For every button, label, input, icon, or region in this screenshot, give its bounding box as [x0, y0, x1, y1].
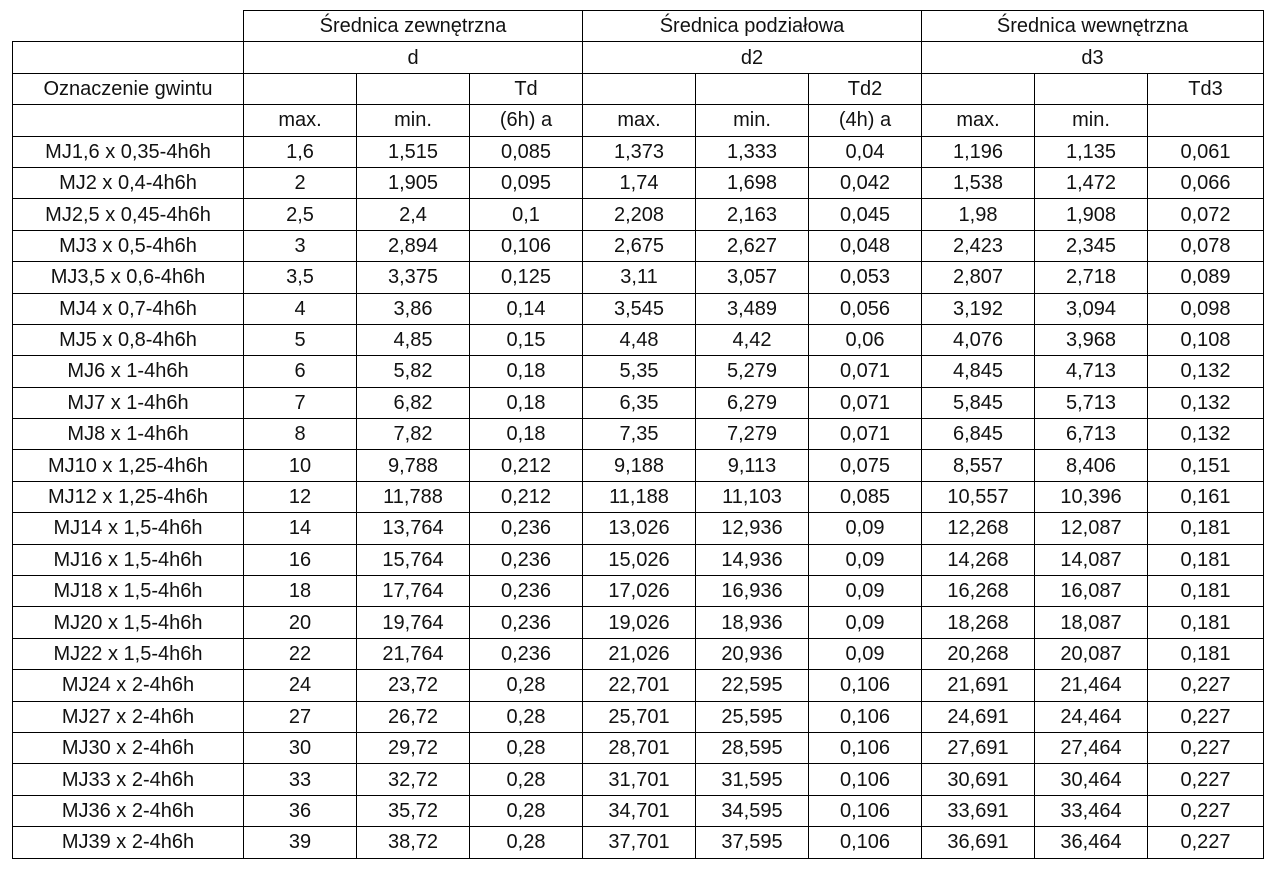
- td-cell: 0,28: [470, 670, 583, 701]
- thread-designation-cell: MJ6 x 1-4h6h: [13, 356, 244, 387]
- d2-min-cell: 34,595: [696, 795, 809, 826]
- table-row: [13, 387, 1264, 418]
- d-min-cell: 9,788: [357, 450, 470, 481]
- d-min-cell: 1,515: [357, 136, 470, 167]
- d-max-cell: 2,5: [244, 199, 357, 230]
- d-max-cell: 14: [244, 513, 357, 544]
- empty-header-cell: [1148, 105, 1264, 136]
- td-cell: 0,085: [470, 136, 583, 167]
- d-max-cell: 27: [244, 701, 357, 732]
- thread-designation-cell: MJ8 x 1-4h6h: [13, 419, 244, 450]
- d-min-cell: 4,85: [357, 324, 470, 355]
- d3-min-cell: 3,968: [1035, 324, 1148, 355]
- td2-cell: 0,09: [809, 513, 922, 544]
- td3-cell: 0,227: [1148, 795, 1264, 826]
- header-row-symbols: [13, 42, 1264, 73]
- d3-min-cell: 1,135: [1035, 136, 1148, 167]
- d3-max-cell: 6,845: [922, 419, 1035, 450]
- empty-header-cell: [244, 73, 357, 104]
- d2-min-cell: 20,936: [696, 638, 809, 669]
- d3-max-cell: 12,268: [922, 513, 1035, 544]
- d2-min-cell: 12,936: [696, 513, 809, 544]
- table-row: [13, 324, 1264, 355]
- thread-designation-cell: MJ7 x 1-4h6h: [13, 387, 244, 418]
- min-header: min.: [357, 105, 470, 136]
- d3-max-cell: 4,845: [922, 356, 1035, 387]
- d-min-cell: 11,788: [357, 481, 470, 512]
- d2-min-cell: 14,936: [696, 544, 809, 575]
- group-symbol-pitch: d2: [583, 42, 922, 73]
- d2-max-cell: 7,35: [583, 419, 696, 450]
- d-min-cell: 7,82: [357, 419, 470, 450]
- d3-max-cell: 1,196: [922, 136, 1035, 167]
- thread-designation-cell: MJ10 x 1,25-4h6h: [13, 450, 244, 481]
- d2-min-cell: 37,595: [696, 827, 809, 858]
- table-row: [13, 638, 1264, 669]
- group-title-pitch: Średnica podziałowa: [583, 11, 922, 42]
- d3-max-cell: 30,691: [922, 764, 1035, 795]
- td3-cell: 0,227: [1148, 827, 1264, 858]
- d-min-cell: 23,72: [357, 670, 470, 701]
- d2-max-cell: 1,373: [583, 136, 696, 167]
- thread-dimensions-table: [12, 10, 1264, 859]
- td2-cell: 0,09: [809, 607, 922, 638]
- td-cell: 0,28: [470, 795, 583, 826]
- td3-cell: 0,227: [1148, 764, 1264, 795]
- d2-min-cell: 18,936: [696, 607, 809, 638]
- table-row: [13, 136, 1264, 167]
- td-cell: 0,236: [470, 638, 583, 669]
- d3-max-cell: 1,538: [922, 167, 1035, 198]
- td3-cell: 0,181: [1148, 544, 1264, 575]
- d-max-cell: 24: [244, 670, 357, 701]
- d-min-cell: 38,72: [357, 827, 470, 858]
- d-max-cell: 5: [244, 324, 357, 355]
- d-max-cell: 39: [244, 827, 357, 858]
- d3-max-cell: 33,691: [922, 795, 1035, 826]
- td3-cell: 0,132: [1148, 419, 1264, 450]
- d-max-cell: 2: [244, 167, 357, 198]
- td-cell: 0,095: [470, 167, 583, 198]
- table-body: [13, 136, 1264, 858]
- empty-header-cell: [696, 73, 809, 104]
- d2-max-cell: 11,188: [583, 481, 696, 512]
- d-max-cell: 16: [244, 544, 357, 575]
- table-row: [13, 607, 1264, 638]
- td3-cell: 0,227: [1148, 701, 1264, 732]
- td2-cell: 0,056: [809, 293, 922, 324]
- d3-min-cell: 2,345: [1035, 230, 1148, 261]
- header-row-groups: [13, 11, 1264, 42]
- d-max-cell: 6: [244, 356, 357, 387]
- d2-max-cell: 34,701: [583, 795, 696, 826]
- d-max-cell: 10: [244, 450, 357, 481]
- empty-header-cell: [583, 73, 696, 104]
- td-cell: 0,236: [470, 544, 583, 575]
- d2-max-cell: 13,026: [583, 513, 696, 544]
- td2-cell: 0,048: [809, 230, 922, 261]
- td2-cell: 0,106: [809, 827, 922, 858]
- td3-cell: 0,061: [1148, 136, 1264, 167]
- thread-designation-cell: MJ39 x 2-4h6h: [13, 827, 244, 858]
- thread-designation-cell: MJ3 x 0,5-4h6h: [13, 230, 244, 261]
- d-min-cell: 19,764: [357, 607, 470, 638]
- thread-designation-cell: MJ1,6 x 0,35-4h6h: [13, 136, 244, 167]
- d-min-cell: 21,764: [357, 638, 470, 669]
- d-max-cell: 30: [244, 732, 357, 763]
- td3-cell: 0,089: [1148, 262, 1264, 293]
- td2-cell: 0,106: [809, 764, 922, 795]
- td2-header: Td2: [809, 73, 922, 104]
- td-cell: 0,18: [470, 419, 583, 450]
- td2-cell: 0,042: [809, 167, 922, 198]
- d3-min-cell: 12,087: [1035, 513, 1148, 544]
- td2-cell: 0,106: [809, 670, 922, 701]
- thread-designation-cell: MJ18 x 1,5-4h6h: [13, 576, 244, 607]
- td-cell: 0,212: [470, 450, 583, 481]
- td3-cell: 0,181: [1148, 513, 1264, 544]
- d3-min-cell: 30,464: [1035, 764, 1148, 795]
- table-row: [13, 293, 1264, 324]
- d2-max-cell: 17,026: [583, 576, 696, 607]
- td3-cell: 0,098: [1148, 293, 1264, 324]
- td2-cell: 0,071: [809, 356, 922, 387]
- td-class-header: (6h) a: [470, 105, 583, 136]
- td-header: Td: [470, 73, 583, 104]
- d2-max-cell: 3,11: [583, 262, 696, 293]
- td3-cell: 0,072: [1148, 199, 1264, 230]
- td2-cell: 0,06: [809, 324, 922, 355]
- group-title-inner: Średnica wewnętrzna: [922, 11, 1264, 42]
- designation-header: Oznaczenie gwintu: [13, 73, 244, 104]
- d3-min-cell: 8,406: [1035, 450, 1148, 481]
- d2-min-cell: 1,333: [696, 136, 809, 167]
- td-cell: 0,236: [470, 607, 583, 638]
- d3-min-cell: 24,464: [1035, 701, 1148, 732]
- d3-min-cell: 3,094: [1035, 293, 1148, 324]
- d3-min-cell: 33,464: [1035, 795, 1148, 826]
- table-row: [13, 419, 1264, 450]
- table-row: [13, 764, 1264, 795]
- table-row: [13, 167, 1264, 198]
- d2-max-cell: 1,74: [583, 167, 696, 198]
- td2-cell: 0,071: [809, 419, 922, 450]
- empty-header-cell: [357, 73, 470, 104]
- d3-min-cell: 5,713: [1035, 387, 1148, 418]
- thread-designation-cell: MJ12 x 1,25-4h6h: [13, 481, 244, 512]
- td2-cell: 0,045: [809, 199, 922, 230]
- table-row: [13, 670, 1264, 701]
- d2-min-cell: 31,595: [696, 764, 809, 795]
- td-cell: 0,28: [470, 732, 583, 763]
- group-symbol-inner: d3: [922, 42, 1264, 73]
- d2-max-cell: 15,026: [583, 544, 696, 575]
- d3-max-cell: 1,98: [922, 199, 1035, 230]
- min-header: min.: [1035, 105, 1148, 136]
- d2-min-cell: 5,279: [696, 356, 809, 387]
- table-row: [13, 795, 1264, 826]
- thread-designation-cell: MJ2,5 x 0,45-4h6h: [13, 199, 244, 230]
- d-max-cell: 36: [244, 795, 357, 826]
- d2-min-cell: 2,627: [696, 230, 809, 261]
- td3-cell: 0,132: [1148, 387, 1264, 418]
- d-max-cell: 1,6: [244, 136, 357, 167]
- d3-max-cell: 4,076: [922, 324, 1035, 355]
- d3-max-cell: 3,192: [922, 293, 1035, 324]
- d3-max-cell: 2,807: [922, 262, 1035, 293]
- d3-min-cell: 27,464: [1035, 732, 1148, 763]
- table-row: [13, 230, 1264, 261]
- td2-class-header: (4h) a: [809, 105, 922, 136]
- d3-min-cell: 14,087: [1035, 544, 1148, 575]
- d2-min-cell: 28,595: [696, 732, 809, 763]
- d2-min-cell: 1,698: [696, 167, 809, 198]
- d3-min-cell: 2,718: [1035, 262, 1148, 293]
- d3-min-cell: 16,087: [1035, 576, 1148, 607]
- d2-min-cell: 4,42: [696, 324, 809, 355]
- td2-cell: 0,053: [809, 262, 922, 293]
- d3-min-cell: 1,472: [1035, 167, 1148, 198]
- empty-header-cell: [13, 105, 244, 136]
- d-max-cell: 3: [244, 230, 357, 261]
- td-cell: 0,28: [470, 827, 583, 858]
- d2-max-cell: 6,35: [583, 387, 696, 418]
- d-min-cell: 17,764: [357, 576, 470, 607]
- td-cell: 0,15: [470, 324, 583, 355]
- td3-cell: 0,181: [1148, 607, 1264, 638]
- td-cell: 0,106: [470, 230, 583, 261]
- header-row-tolerance: [13, 73, 1264, 104]
- d2-min-cell: 11,103: [696, 481, 809, 512]
- td-cell: 0,28: [470, 764, 583, 795]
- table-row: [13, 544, 1264, 575]
- d-min-cell: 15,764: [357, 544, 470, 575]
- td3-header: Td3: [1148, 73, 1264, 104]
- d3-max-cell: 5,845: [922, 387, 1035, 418]
- max-header: max.: [244, 105, 357, 136]
- d-min-cell: 32,72: [357, 764, 470, 795]
- d3-max-cell: 14,268: [922, 544, 1035, 575]
- d2-max-cell: 22,701: [583, 670, 696, 701]
- d3-max-cell: 2,423: [922, 230, 1035, 261]
- td3-cell: 0,227: [1148, 670, 1264, 701]
- d3-max-cell: 10,557: [922, 481, 1035, 512]
- d2-max-cell: 31,701: [583, 764, 696, 795]
- d2-min-cell: 2,163: [696, 199, 809, 230]
- d2-max-cell: 2,208: [583, 199, 696, 230]
- d-min-cell: 5,82: [357, 356, 470, 387]
- td-cell: 0,18: [470, 387, 583, 418]
- thread-designation-cell: MJ5 x 0,8-4h6h: [13, 324, 244, 355]
- d2-max-cell: 4,48: [583, 324, 696, 355]
- group-title-outer: Średnica zewnętrzna: [244, 11, 583, 42]
- d2-max-cell: 28,701: [583, 732, 696, 763]
- thread-designation-cell: MJ30 x 2-4h6h: [13, 732, 244, 763]
- d2-min-cell: 7,279: [696, 419, 809, 450]
- d-max-cell: 4: [244, 293, 357, 324]
- d-min-cell: 3,86: [357, 293, 470, 324]
- d3-max-cell: 16,268: [922, 576, 1035, 607]
- d-max-cell: 20: [244, 607, 357, 638]
- table-row: [13, 827, 1264, 858]
- d2-max-cell: 19,026: [583, 607, 696, 638]
- td-cell: 0,28: [470, 701, 583, 732]
- corner-cell: [13, 42, 244, 73]
- d2-max-cell: 5,35: [583, 356, 696, 387]
- td2-cell: 0,09: [809, 544, 922, 575]
- d2-max-cell: 3,545: [583, 293, 696, 324]
- thread-designation-cell: MJ33 x 2-4h6h: [13, 764, 244, 795]
- d2-max-cell: 25,701: [583, 701, 696, 732]
- table-row: [13, 262, 1264, 293]
- thread-designation-cell: MJ2 x 0,4-4h6h: [13, 167, 244, 198]
- td3-cell: 0,181: [1148, 576, 1264, 607]
- td2-cell: 0,04: [809, 136, 922, 167]
- table-row: [13, 701, 1264, 732]
- corner-cell: [13, 11, 244, 42]
- thread-designation-cell: MJ36 x 2-4h6h: [13, 795, 244, 826]
- td3-cell: 0,132: [1148, 356, 1264, 387]
- d-max-cell: 33: [244, 764, 357, 795]
- d3-min-cell: 18,087: [1035, 607, 1148, 638]
- td3-cell: 0,078: [1148, 230, 1264, 261]
- thread-designation-cell: MJ3,5 x 0,6-4h6h: [13, 262, 244, 293]
- d3-min-cell: 36,464: [1035, 827, 1148, 858]
- td2-cell: 0,106: [809, 701, 922, 732]
- d3-max-cell: 24,691: [922, 701, 1035, 732]
- d2-max-cell: 2,675: [583, 230, 696, 261]
- thread-designation-cell: MJ22 x 1,5-4h6h: [13, 638, 244, 669]
- thread-designation-cell: MJ16 x 1,5-4h6h: [13, 544, 244, 575]
- max-header: max.: [922, 105, 1035, 136]
- d3-min-cell: 4,713: [1035, 356, 1148, 387]
- max-header: max.: [583, 105, 696, 136]
- td-cell: 0,18: [470, 356, 583, 387]
- td-cell: 0,14: [470, 293, 583, 324]
- td2-cell: 0,09: [809, 638, 922, 669]
- table-row: [13, 513, 1264, 544]
- d-max-cell: 12: [244, 481, 357, 512]
- d2-max-cell: 37,701: [583, 827, 696, 858]
- d-max-cell: 8: [244, 419, 357, 450]
- d3-min-cell: 1,908: [1035, 199, 1148, 230]
- d2-min-cell: 3,489: [696, 293, 809, 324]
- table-row: [13, 199, 1264, 230]
- thread-designation-cell: MJ24 x 2-4h6h: [13, 670, 244, 701]
- d2-min-cell: 3,057: [696, 262, 809, 293]
- d-max-cell: 22: [244, 638, 357, 669]
- table-row: [13, 450, 1264, 481]
- td-cell: 0,1: [470, 199, 583, 230]
- thread-designation-cell: MJ4 x 0,7-4h6h: [13, 293, 244, 324]
- d-max-cell: 7: [244, 387, 357, 418]
- d-min-cell: 2,4: [357, 199, 470, 230]
- d-min-cell: 35,72: [357, 795, 470, 826]
- d3-max-cell: 8,557: [922, 450, 1035, 481]
- td2-cell: 0,09: [809, 576, 922, 607]
- empty-header-cell: [922, 73, 1035, 104]
- d-min-cell: 2,894: [357, 230, 470, 261]
- td-cell: 0,125: [470, 262, 583, 293]
- d3-max-cell: 36,691: [922, 827, 1035, 858]
- d-min-cell: 1,905: [357, 167, 470, 198]
- td-cell: 0,236: [470, 513, 583, 544]
- td-cell: 0,212: [470, 481, 583, 512]
- d2-min-cell: 16,936: [696, 576, 809, 607]
- d-max-cell: 3,5: [244, 262, 357, 293]
- table-row: [13, 576, 1264, 607]
- d-min-cell: 29,72: [357, 732, 470, 763]
- td3-cell: 0,227: [1148, 732, 1264, 763]
- d3-max-cell: 18,268: [922, 607, 1035, 638]
- d3-max-cell: 21,691: [922, 670, 1035, 701]
- d3-min-cell: 10,396: [1035, 481, 1148, 512]
- td3-cell: 0,181: [1148, 638, 1264, 669]
- td-cell: 0,236: [470, 576, 583, 607]
- td2-cell: 0,106: [809, 732, 922, 763]
- d2-min-cell: 6,279: [696, 387, 809, 418]
- td2-cell: 0,071: [809, 387, 922, 418]
- table-row: [13, 356, 1264, 387]
- td2-cell: 0,085: [809, 481, 922, 512]
- td3-cell: 0,066: [1148, 167, 1264, 198]
- td2-cell: 0,075: [809, 450, 922, 481]
- td3-cell: 0,161: [1148, 481, 1264, 512]
- min-header: min.: [696, 105, 809, 136]
- thread-designation-cell: MJ27 x 2-4h6h: [13, 701, 244, 732]
- table-row: [13, 732, 1264, 763]
- d3-max-cell: 27,691: [922, 732, 1035, 763]
- d2-max-cell: 21,026: [583, 638, 696, 669]
- header-row-limits: [13, 105, 1264, 136]
- empty-header-cell: [1035, 73, 1148, 104]
- thread-designation-cell: MJ20 x 1,5-4h6h: [13, 607, 244, 638]
- d2-min-cell: 9,113: [696, 450, 809, 481]
- td3-cell: 0,151: [1148, 450, 1264, 481]
- d3-min-cell: 21,464: [1035, 670, 1148, 701]
- table-row: [13, 481, 1264, 512]
- d2-min-cell: 25,595: [696, 701, 809, 732]
- d3-max-cell: 20,268: [922, 638, 1035, 669]
- thread-designation-cell: MJ14 x 1,5-4h6h: [13, 513, 244, 544]
- d-min-cell: 26,72: [357, 701, 470, 732]
- d-max-cell: 18: [244, 576, 357, 607]
- td3-cell: 0,108: [1148, 324, 1264, 355]
- d3-min-cell: 6,713: [1035, 419, 1148, 450]
- d3-min-cell: 20,087: [1035, 638, 1148, 669]
- d2-min-cell: 22,595: [696, 670, 809, 701]
- d-min-cell: 3,375: [357, 262, 470, 293]
- group-symbol-outer: d: [244, 42, 583, 73]
- d-min-cell: 6,82: [357, 387, 470, 418]
- td2-cell: 0,106: [809, 795, 922, 826]
- d-min-cell: 13,764: [357, 513, 470, 544]
- d2-max-cell: 9,188: [583, 450, 696, 481]
